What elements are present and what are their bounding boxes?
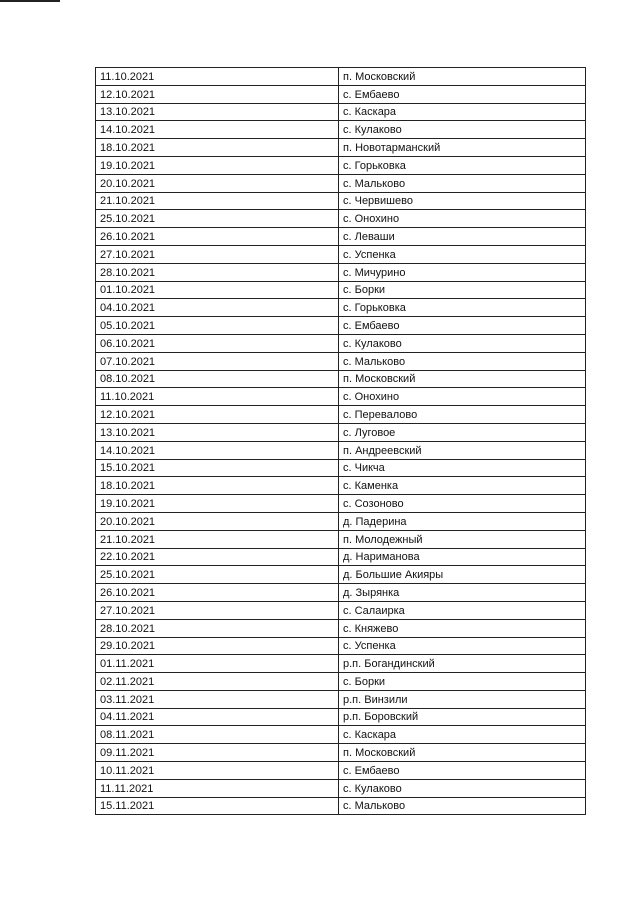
table-row bbox=[96, 797, 586, 815]
settlement-cell: с. Каскара bbox=[339, 103, 586, 121]
table-row bbox=[96, 512, 586, 530]
date-cell: 12.10.2021 bbox=[96, 85, 339, 103]
date-cell: 26.10.2021 bbox=[96, 584, 339, 602]
settlement-cell: р.п. Боровский bbox=[339, 708, 586, 726]
table-row bbox=[96, 139, 586, 157]
date-cell: 12.10.2021 bbox=[96, 406, 339, 424]
date-cell: 29.10.2021 bbox=[96, 637, 339, 655]
date-cell: 05.10.2021 bbox=[96, 317, 339, 335]
table-row bbox=[96, 281, 586, 299]
table-row bbox=[96, 121, 586, 139]
settlement-cell: с. Мальково bbox=[339, 352, 586, 370]
date-cell: 18.10.2021 bbox=[96, 477, 339, 495]
settlement-cell: с. Каскара bbox=[339, 726, 586, 744]
settlement-cell: с. Кулаково bbox=[339, 334, 586, 352]
top-left-scan-mark bbox=[0, 0, 60, 2]
settlement-cell: с. Луговое bbox=[339, 423, 586, 441]
table-row bbox=[96, 495, 586, 513]
date-cell: 11.11.2021 bbox=[96, 779, 339, 797]
settlement-cell: п. Московский bbox=[339, 68, 586, 86]
date-cell: 19.10.2021 bbox=[96, 156, 339, 174]
table-row bbox=[96, 352, 586, 370]
table-row bbox=[96, 406, 586, 424]
table-row bbox=[96, 655, 586, 673]
date-cell: 27.10.2021 bbox=[96, 601, 339, 619]
table-row bbox=[96, 85, 586, 103]
settlement-cell: с. Онохино bbox=[339, 210, 586, 228]
table-row bbox=[96, 317, 586, 335]
date-cell: 08.10.2021 bbox=[96, 370, 339, 388]
settlement-cell: п. Московский bbox=[339, 744, 586, 762]
settlement-cell: с. Княжево bbox=[339, 619, 586, 637]
settlement-cell: с. Перевалово bbox=[339, 406, 586, 424]
date-cell: 27.10.2021 bbox=[96, 245, 339, 263]
settlement-cell: с. Ембаево bbox=[339, 762, 586, 780]
table-row bbox=[96, 548, 586, 566]
date-cell: 15.11.2021 bbox=[96, 797, 339, 815]
date-cell: 18.10.2021 bbox=[96, 139, 339, 157]
table-row bbox=[96, 584, 586, 602]
table-row bbox=[96, 726, 586, 744]
table-row bbox=[96, 566, 586, 584]
settlement-cell: п. Новотарманский bbox=[339, 139, 586, 157]
settlement-cell: с. Червишево bbox=[339, 192, 586, 210]
date-cell: 09.11.2021 bbox=[96, 744, 339, 762]
settlement-cell: п. Андреевский bbox=[339, 441, 586, 459]
settlement-cell: с. Онохино bbox=[339, 388, 586, 406]
table-row bbox=[96, 103, 586, 121]
date-cell: 28.10.2021 bbox=[96, 263, 339, 281]
settlement-cell: с. Борки bbox=[339, 281, 586, 299]
table-row bbox=[96, 370, 586, 388]
date-cell: 11.10.2021 bbox=[96, 388, 339, 406]
date-cell: 22.10.2021 bbox=[96, 548, 339, 566]
table-row bbox=[96, 210, 586, 228]
table-row bbox=[96, 334, 586, 352]
settlement-cell: с. Кулаково bbox=[339, 121, 586, 139]
table-row bbox=[96, 299, 586, 317]
settlement-cell: с. Горьковка bbox=[339, 156, 586, 174]
table-row bbox=[96, 263, 586, 281]
table-row bbox=[96, 637, 586, 655]
settlement-cell: с. Успенка bbox=[339, 245, 586, 263]
date-cell: 14.10.2021 bbox=[96, 121, 339, 139]
date-cell: 04.11.2021 bbox=[96, 708, 339, 726]
settlement-cell: с. Мальково bbox=[339, 797, 586, 815]
table-row bbox=[96, 744, 586, 762]
table-row bbox=[96, 228, 586, 246]
date-cell: 20.10.2021 bbox=[96, 174, 339, 192]
table-row bbox=[96, 192, 586, 210]
table-row bbox=[96, 619, 586, 637]
date-cell: 13.10.2021 bbox=[96, 103, 339, 121]
settlement-cell: д. Зырянка bbox=[339, 584, 586, 602]
settlement-cell: д. Падерина bbox=[339, 512, 586, 530]
table-row bbox=[96, 174, 586, 192]
settlement-cell: с. Ембаево bbox=[339, 85, 586, 103]
table-row bbox=[96, 690, 586, 708]
date-cell: 15.10.2021 bbox=[96, 459, 339, 477]
settlement-cell: д. Большие Акияры bbox=[339, 566, 586, 584]
date-cell: 03.11.2021 bbox=[96, 690, 339, 708]
table-row bbox=[96, 530, 586, 548]
table-row bbox=[96, 441, 586, 459]
date-cell: 28.10.2021 bbox=[96, 619, 339, 637]
settlement-cell: с. Мальково bbox=[339, 174, 586, 192]
table-row bbox=[96, 156, 586, 174]
schedule-sheet bbox=[95, 67, 585, 815]
date-cell: 25.10.2021 bbox=[96, 210, 339, 228]
table-row bbox=[96, 423, 586, 441]
settlement-cell: с. Ембаево bbox=[339, 317, 586, 335]
date-cell: 20.10.2021 bbox=[96, 512, 339, 530]
settlement-cell: с. Каменка bbox=[339, 477, 586, 495]
settlement-cell: с. Созоново bbox=[339, 495, 586, 513]
settlement-cell: д. Нариманова bbox=[339, 548, 586, 566]
date-cell: 14.10.2021 bbox=[96, 441, 339, 459]
date-cell: 01.11.2021 bbox=[96, 655, 339, 673]
table-row bbox=[96, 708, 586, 726]
settlement-cell: с. Салаирка bbox=[339, 601, 586, 619]
settlement-cell: с. Успенка bbox=[339, 637, 586, 655]
table-row bbox=[96, 673, 586, 691]
table-row bbox=[96, 68, 586, 86]
date-cell: 04.10.2021 bbox=[96, 299, 339, 317]
date-cell: 11.10.2021 bbox=[96, 68, 339, 86]
date-cell: 08.11.2021 bbox=[96, 726, 339, 744]
date-cell: 06.10.2021 bbox=[96, 334, 339, 352]
date-cell: 21.10.2021 bbox=[96, 192, 339, 210]
settlement-cell: с. Борки bbox=[339, 673, 586, 691]
table-row bbox=[96, 477, 586, 495]
date-cell: 01.10.2021 bbox=[96, 281, 339, 299]
date-cell: 10.11.2021 bbox=[96, 762, 339, 780]
table-row bbox=[96, 459, 586, 477]
settlement-cell: с. Горьковка bbox=[339, 299, 586, 317]
date-cell: 25.10.2021 bbox=[96, 566, 339, 584]
table-row bbox=[96, 245, 586, 263]
date-cell: 02.11.2021 bbox=[96, 673, 339, 691]
settlement-cell: п. Московский bbox=[339, 370, 586, 388]
schedule-table bbox=[95, 67, 586, 815]
settlement-cell: с. Мичурино bbox=[339, 263, 586, 281]
settlement-cell: п. Молодежный bbox=[339, 530, 586, 548]
table-row bbox=[96, 388, 586, 406]
settlement-cell: р.п. Винзили bbox=[339, 690, 586, 708]
settlement-cell: с. Чикча bbox=[339, 459, 586, 477]
date-cell: 19.10.2021 bbox=[96, 495, 339, 513]
table-row bbox=[96, 779, 586, 797]
table-row bbox=[96, 762, 586, 780]
settlement-cell: с. Кулаково bbox=[339, 779, 586, 797]
settlement-cell: р.п. Богандинский bbox=[339, 655, 586, 673]
settlement-cell: с. Леваши bbox=[339, 228, 586, 246]
table-row bbox=[96, 601, 586, 619]
date-cell: 13.10.2021 bbox=[96, 423, 339, 441]
date-cell: 07.10.2021 bbox=[96, 352, 339, 370]
date-cell: 26.10.2021 bbox=[96, 228, 339, 246]
schedule-table-body bbox=[96, 68, 586, 815]
date-cell: 21.10.2021 bbox=[96, 530, 339, 548]
